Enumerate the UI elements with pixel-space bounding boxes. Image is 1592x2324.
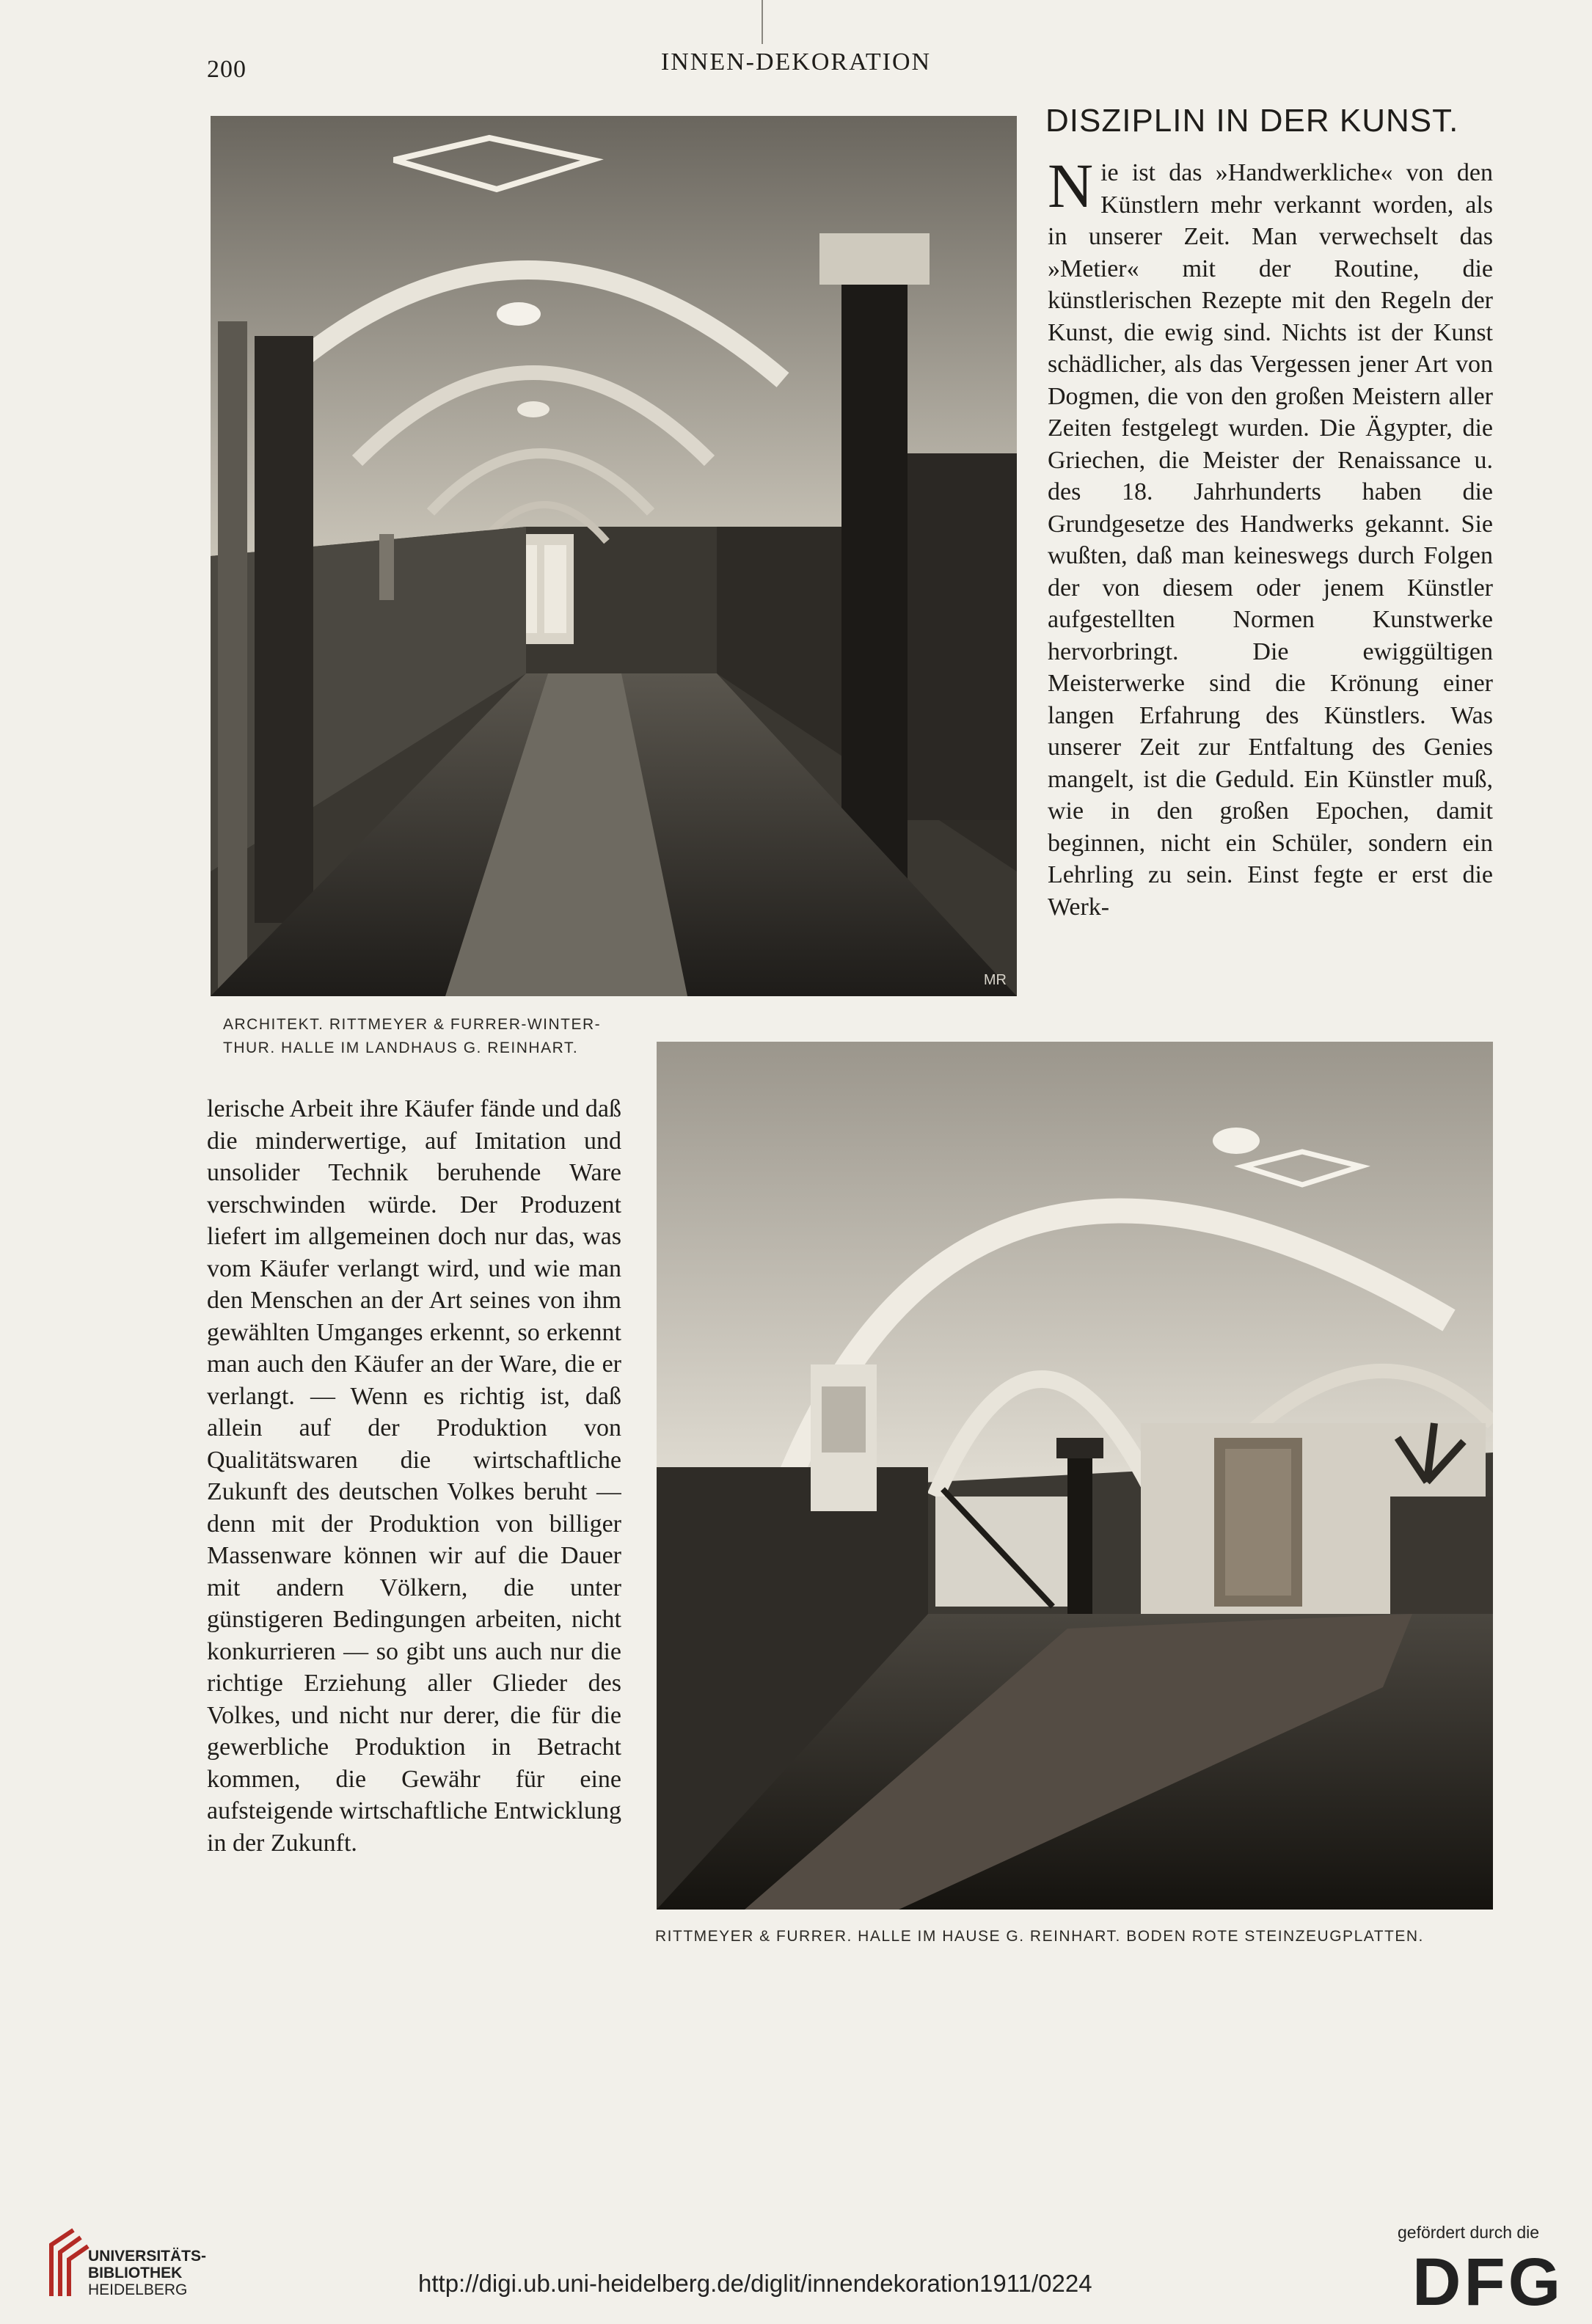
article-right-column xyxy=(1048,157,1493,1008)
hall-illustration xyxy=(657,1042,1493,1910)
running-head: INNEN-DEKORATION xyxy=(660,48,932,76)
library-name xyxy=(88,2248,206,2298)
photo-hall-staircase xyxy=(657,1042,1493,1910)
library-name-line-1: UNIVERSITÄTS- xyxy=(88,2248,207,2265)
article-title: DISZIPLIN IN DER KUNST. xyxy=(1045,103,1459,139)
corridor-illustration xyxy=(211,116,1017,996)
caption-bottom-photo: RITTMEYER & FURRER. HALLE IM HAUSE G. REINHART. BODEN ROTE STEINZEUGPLATTEN. xyxy=(655,1928,1424,1945)
caption-top-line-1: ARCHITEKT. RITTMEYER & FURRER-WINTER- xyxy=(223,1016,602,1033)
scan-center-rule xyxy=(762,0,763,44)
caption-top-photo xyxy=(223,1013,601,1060)
photographer-signature: MR xyxy=(983,972,1007,988)
funding-note: gefördert durch die xyxy=(1398,2223,1540,2242)
dfg-logo: DFG xyxy=(1412,2245,1564,2320)
drop-cap: N xyxy=(1048,157,1094,221)
photo-corridor-hall xyxy=(211,116,1017,996)
caption-top-line-2: THUR. HALLE IM LANDHAUS G. REINHART. xyxy=(223,1039,579,1056)
source-url-link[interactable]: http://digi.ub.uni-heidelberg.de/diglit/innendekoration1911/0224 xyxy=(418,2270,1092,2297)
library-name-line-2: BIBLIOTHEK xyxy=(88,2265,183,2281)
article-left-column: lerische Arbeit ihre Käufer fände und daß die minderwertige, auf Imitation und unsolider Technik beruhende Ware verschwinden würde. Der Produzent liefert im allgemeinen doch nur das, was vom Käufer verlangt wird, und wie man den Menschen an der Art seines von ihm gewählten Umganges erkennt, so erkennt man auch den Käufer an der Ware, die er verlangt. — Wenn es richtig ist, daß allein auf der Produktion von Qualitätswaren die wirtschaftliche Zukunft des deutschen Volkes beruht — denn mit der Produktion von billiger Massenware können wir auf die Dauer mit andern Völkern, die unter günstigeren Bedingungen arbeiten, nicht konkurrieren — so gibt uns auch nur die richtige Erziehung aller Glieder des Volkes, und nicht nur derer, die für die gewerbliche Produktion in Betracht kommen, die Gewähr für eine aufsteigende wirtschaftliche Entwicklung in der Zukunft. xyxy=(207,1095,621,1857)
library-name-line-3: HEIDELBERG xyxy=(88,2281,188,2298)
right-column-text: ie ist das »Handwerkliche« von den Künstlern mehr verkannt worden, als in unserer Zeit. Man verwechselt das »Metier« mit der Routine, die künstlerischen Rezepte mit den Regeln der Kunst, die ewig sind. Nichts ist der Kunst schädlicher, als das Vergessen jener Art von Dogmen, die von den großen Meistern aller Zeiten festgelegt wurden. Die Ägypter, die Griechen, die Meister der Renaissance u. des 18. Jahrhunderts haben die Grundgesetze des Handwerks gekannt. Sie wußten, daß man keineswegs durch Folgen der von diesem oder jenem Künstler aufgestellten Normen Kunstwerke hervorbringt. Die ewiggültigen Meisterwerke sind die Krönung einer langen Erfahrung des Künstlers. Was unserer Zeit zur Entfaltung des Genies mangelt, ist die Geduld. Ein Künstler muß, wie in den großen Epochen, damit beginnen, nicht ein Schüler, sondern ein Lehrling zu sein. Einst fegte er erst die Werk- xyxy=(1048,159,1493,921)
page-number: 200 xyxy=(207,56,247,83)
